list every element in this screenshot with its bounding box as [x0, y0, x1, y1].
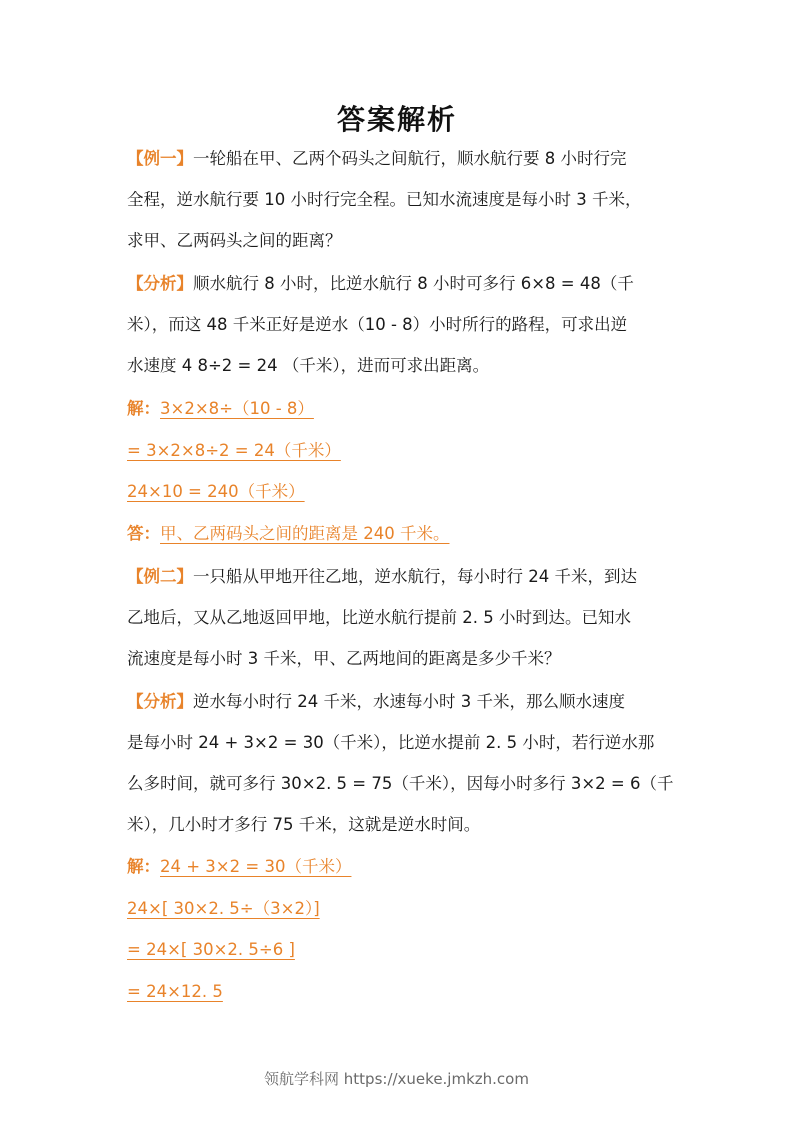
solution-1-label: 解： — [127, 399, 160, 418]
solution-2-step-4: = 24×12. 5 — [127, 981, 223, 1001]
example-1-analysis — [127, 263, 667, 386]
example-1-line-2: 全程，逆水航行要 10 小时行完全程。已知水流速度是每小时 3 千米， — [127, 190, 642, 209]
example-1-solution — [127, 388, 667, 554]
example-1-line-3: 求甲、乙两码头之间的距离？ — [127, 231, 342, 250]
solution-1-step-1: 3×2×8÷（10 - 8） — [160, 399, 314, 418]
analysis-1-line-2: 米），而这 48 千米正好是逆水（10 - 8）小时所行的路程，可求出逆 — [127, 315, 628, 334]
analysis-1-line-3: 水速度 4 8÷2 = 24 （千米），进而可求出距离。 — [127, 356, 490, 375]
analysis-2-line-1: 逆水每小时行 24 千米，水速每小时 3 千米，那么顺水速度 — [193, 692, 625, 711]
solution-2-step-3: = 24×[ 30×2. 5÷6 ] — [127, 940, 295, 959]
example-1-problem — [127, 138, 667, 261]
page-title: 答案解析 — [336, 103, 457, 136]
analysis-1-tag: 【分析】 — [127, 274, 193, 293]
example-2-problem — [127, 556, 667, 679]
example-2-line-1: 一只船从甲地开往乙地，逆水航行，每小时行 24 千米，到达 — [193, 567, 637, 586]
analysis-1-line-1: 顺水航行 8 小时，比逆水航行 8 小时可多行 6×8 = 48（千 — [193, 274, 634, 293]
analysis-2-tag: 【分析】 — [127, 692, 193, 711]
answer-1-text: 甲、乙两码头之间的距离是 240 千米。 — [160, 523, 450, 543]
solution-2-step-1: 24 + 3×2 = 30（千米） — [160, 857, 352, 876]
solution-2-step-2: 24×[ 30×2. 5÷（3×2）] — [127, 898, 320, 918]
footer-watermark: 领航学科网 https://xueke.jmkzh.com — [264, 1070, 529, 1088]
solution-1-step-2: = 3×2×8÷2 = 24（千米） — [127, 440, 341, 460]
example-2-line-3: 流速度是每小时 3 千米，甲、乙两地间的距离是多少千米？ — [127, 649, 561, 668]
example-1-tag: 【例一】 — [127, 149, 193, 168]
example-2-solution — [127, 846, 667, 1012]
solution-2-label: 解： — [127, 857, 160, 876]
example-2-tag: 【例二】 — [127, 567, 193, 586]
analysis-2-line-2: 是每小时 24 + 3×2 = 30（千米），比逆水提前 2. 5 小时，若行逆水那 — [127, 733, 655, 752]
answer-1-label: 答： — [127, 523, 160, 543]
analysis-2-line-4: 米），几小时才多行 75 千米，这就是逆水时间。 — [127, 815, 481, 834]
analysis-2-line-3: 么多时间，就可多行 30×2. 5 = 75（千米），因每小时多行 3×2 = 6（千 — [127, 774, 674, 793]
example-1-line-1: 一轮船在甲、乙两个码头之间航行，顺水航行要 8 小时行完 — [193, 149, 627, 168]
example-2-line-2: 乙地后，又从乙地返回甲地，比逆水航行提前 2. 5 小时到达。已知水 — [127, 608, 631, 627]
solution-1-step-3: 24×10 = 240（千米） — [127, 482, 305, 501]
example-2-analysis — [127, 681, 674, 845]
